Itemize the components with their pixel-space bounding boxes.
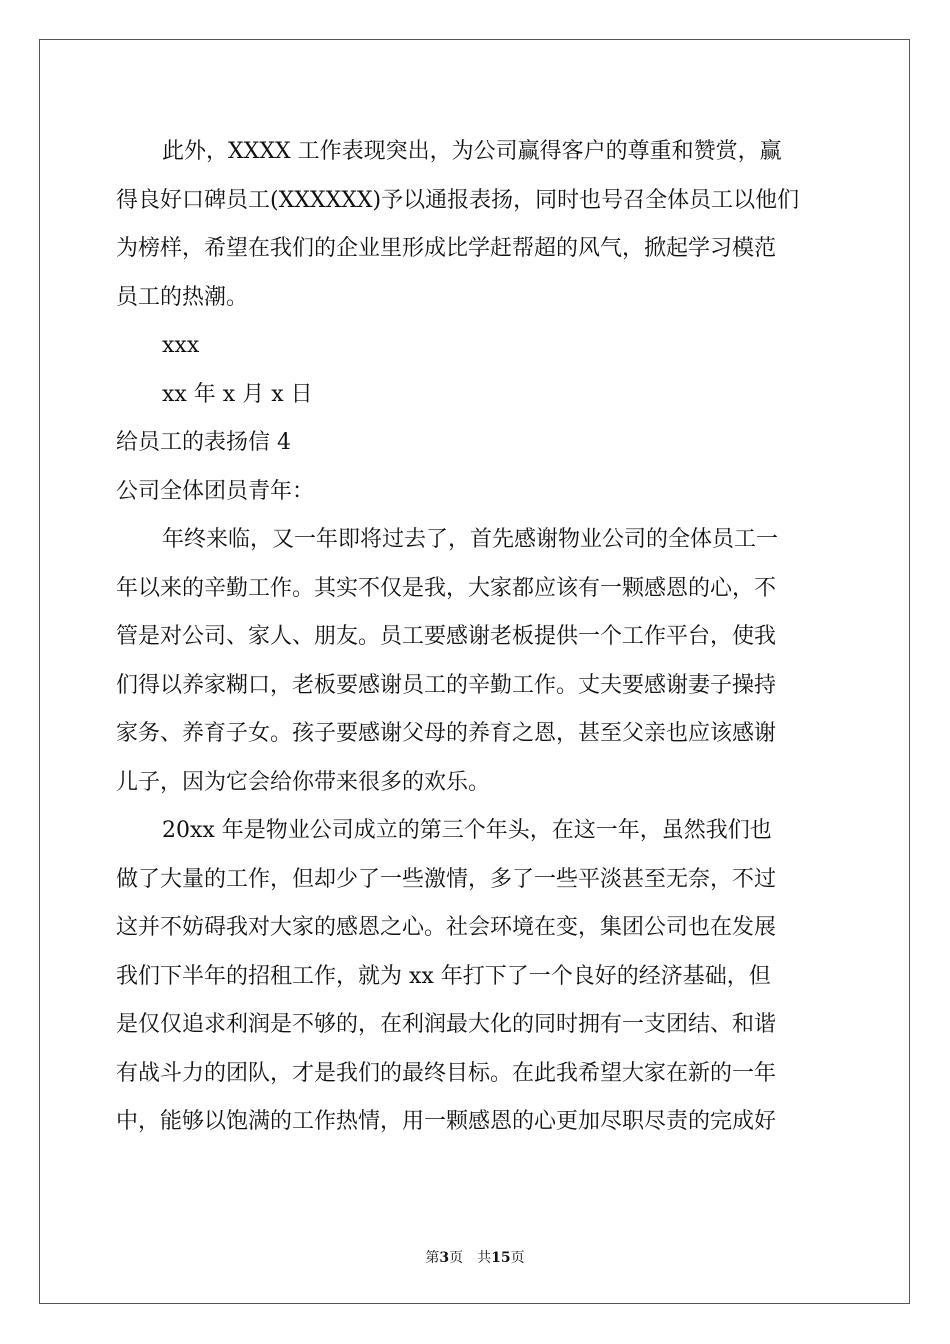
page-prefix: 第 [425, 1250, 440, 1266]
paragraph [116, 371, 832, 420]
page-middle-text: 页 共 [449, 1250, 492, 1266]
text-line: 20xx 年是物业公司成立的第三个年头，在这一年，虽然我们也 [162, 818, 772, 843]
current-page-number: 3 [439, 1250, 450, 1266]
text-line: 是仅仅追求利润是不够的，在利润最大化的同时拥有一支团结、和谐 [116, 1012, 777, 1037]
total-page-number: 15 [491, 1250, 511, 1266]
text-line: 我们下半年的招租工作，就为 xx 年打下了一个良好的经济基础，但 [116, 963, 771, 989]
paragraph [116, 807, 832, 1147]
text-line: 得良好口碑员工(XXXXXX)予以通报表扬，同时也号召全体员工以他们 [116, 187, 800, 213]
text-line: 家务、养育子女。孩子要感谢父母的养育之恩，甚至父亲也应该感谢 [116, 721, 777, 746]
text-line: xx 年 x 月 x 日 [162, 381, 313, 407]
text-line: 中，能够以饱满的工作热情，用一颗感恩的心更加尽职尽责的完成好 [116, 1109, 777, 1134]
text-line: 为榜样，希望在我们的企业里形成比学赶帮超的风气，掀起学习模范 [116, 236, 777, 261]
text-line: 管是对公司、家人、朋友。员工要感谢老板提供一个工作平台，使我 [116, 624, 777, 649]
text-line: 年以来的辛勤工作。其实不仅是我，大家都应该有一颗感恩的心，不 [116, 575, 777, 601]
text-line: 们得以养家糊口，老板要感谢员工的辛勤工作。丈夫要感谢妻子操持 [116, 672, 777, 698]
text-line: 员工的热潮。 [116, 284, 249, 310]
paragraph [116, 468, 832, 517]
paragraph [116, 128, 832, 322]
text-line: 此外，XXXX 工作表现突出，为公司赢得客户的尊重和赞赏，赢 [162, 139, 782, 164]
page-suffix: 页 [510, 1250, 525, 1266]
text-line: 公司全体团员青年： [116, 478, 315, 504]
text-line: xxx [162, 333, 200, 358]
document-body [116, 128, 832, 1147]
page-footer [0, 1247, 950, 1267]
text-line: 年终来临，又一年即将过去了，首先感谢物业公司的全体员工一 [162, 527, 779, 552]
text-line: 给员工的表扬信 4 [116, 430, 291, 455]
paragraph [116, 419, 832, 468]
paragraph [116, 516, 832, 807]
text-line: 这并不妨碍我对大家的感恩之心。社会环境在变，集团公司也在发展 [116, 915, 777, 940]
text-line: 有战斗力的团队，才是我们的最终目标。在此我希望大家在新的一年 [116, 1060, 777, 1086]
text-line: 做了大量的工作，但却少了一些激情，多了一些平淡甚至无奈，不过 [116, 866, 777, 892]
text-line: 儿子，因为它会给你带来很多的欢乐。 [116, 769, 491, 795]
paragraph [116, 322, 832, 371]
